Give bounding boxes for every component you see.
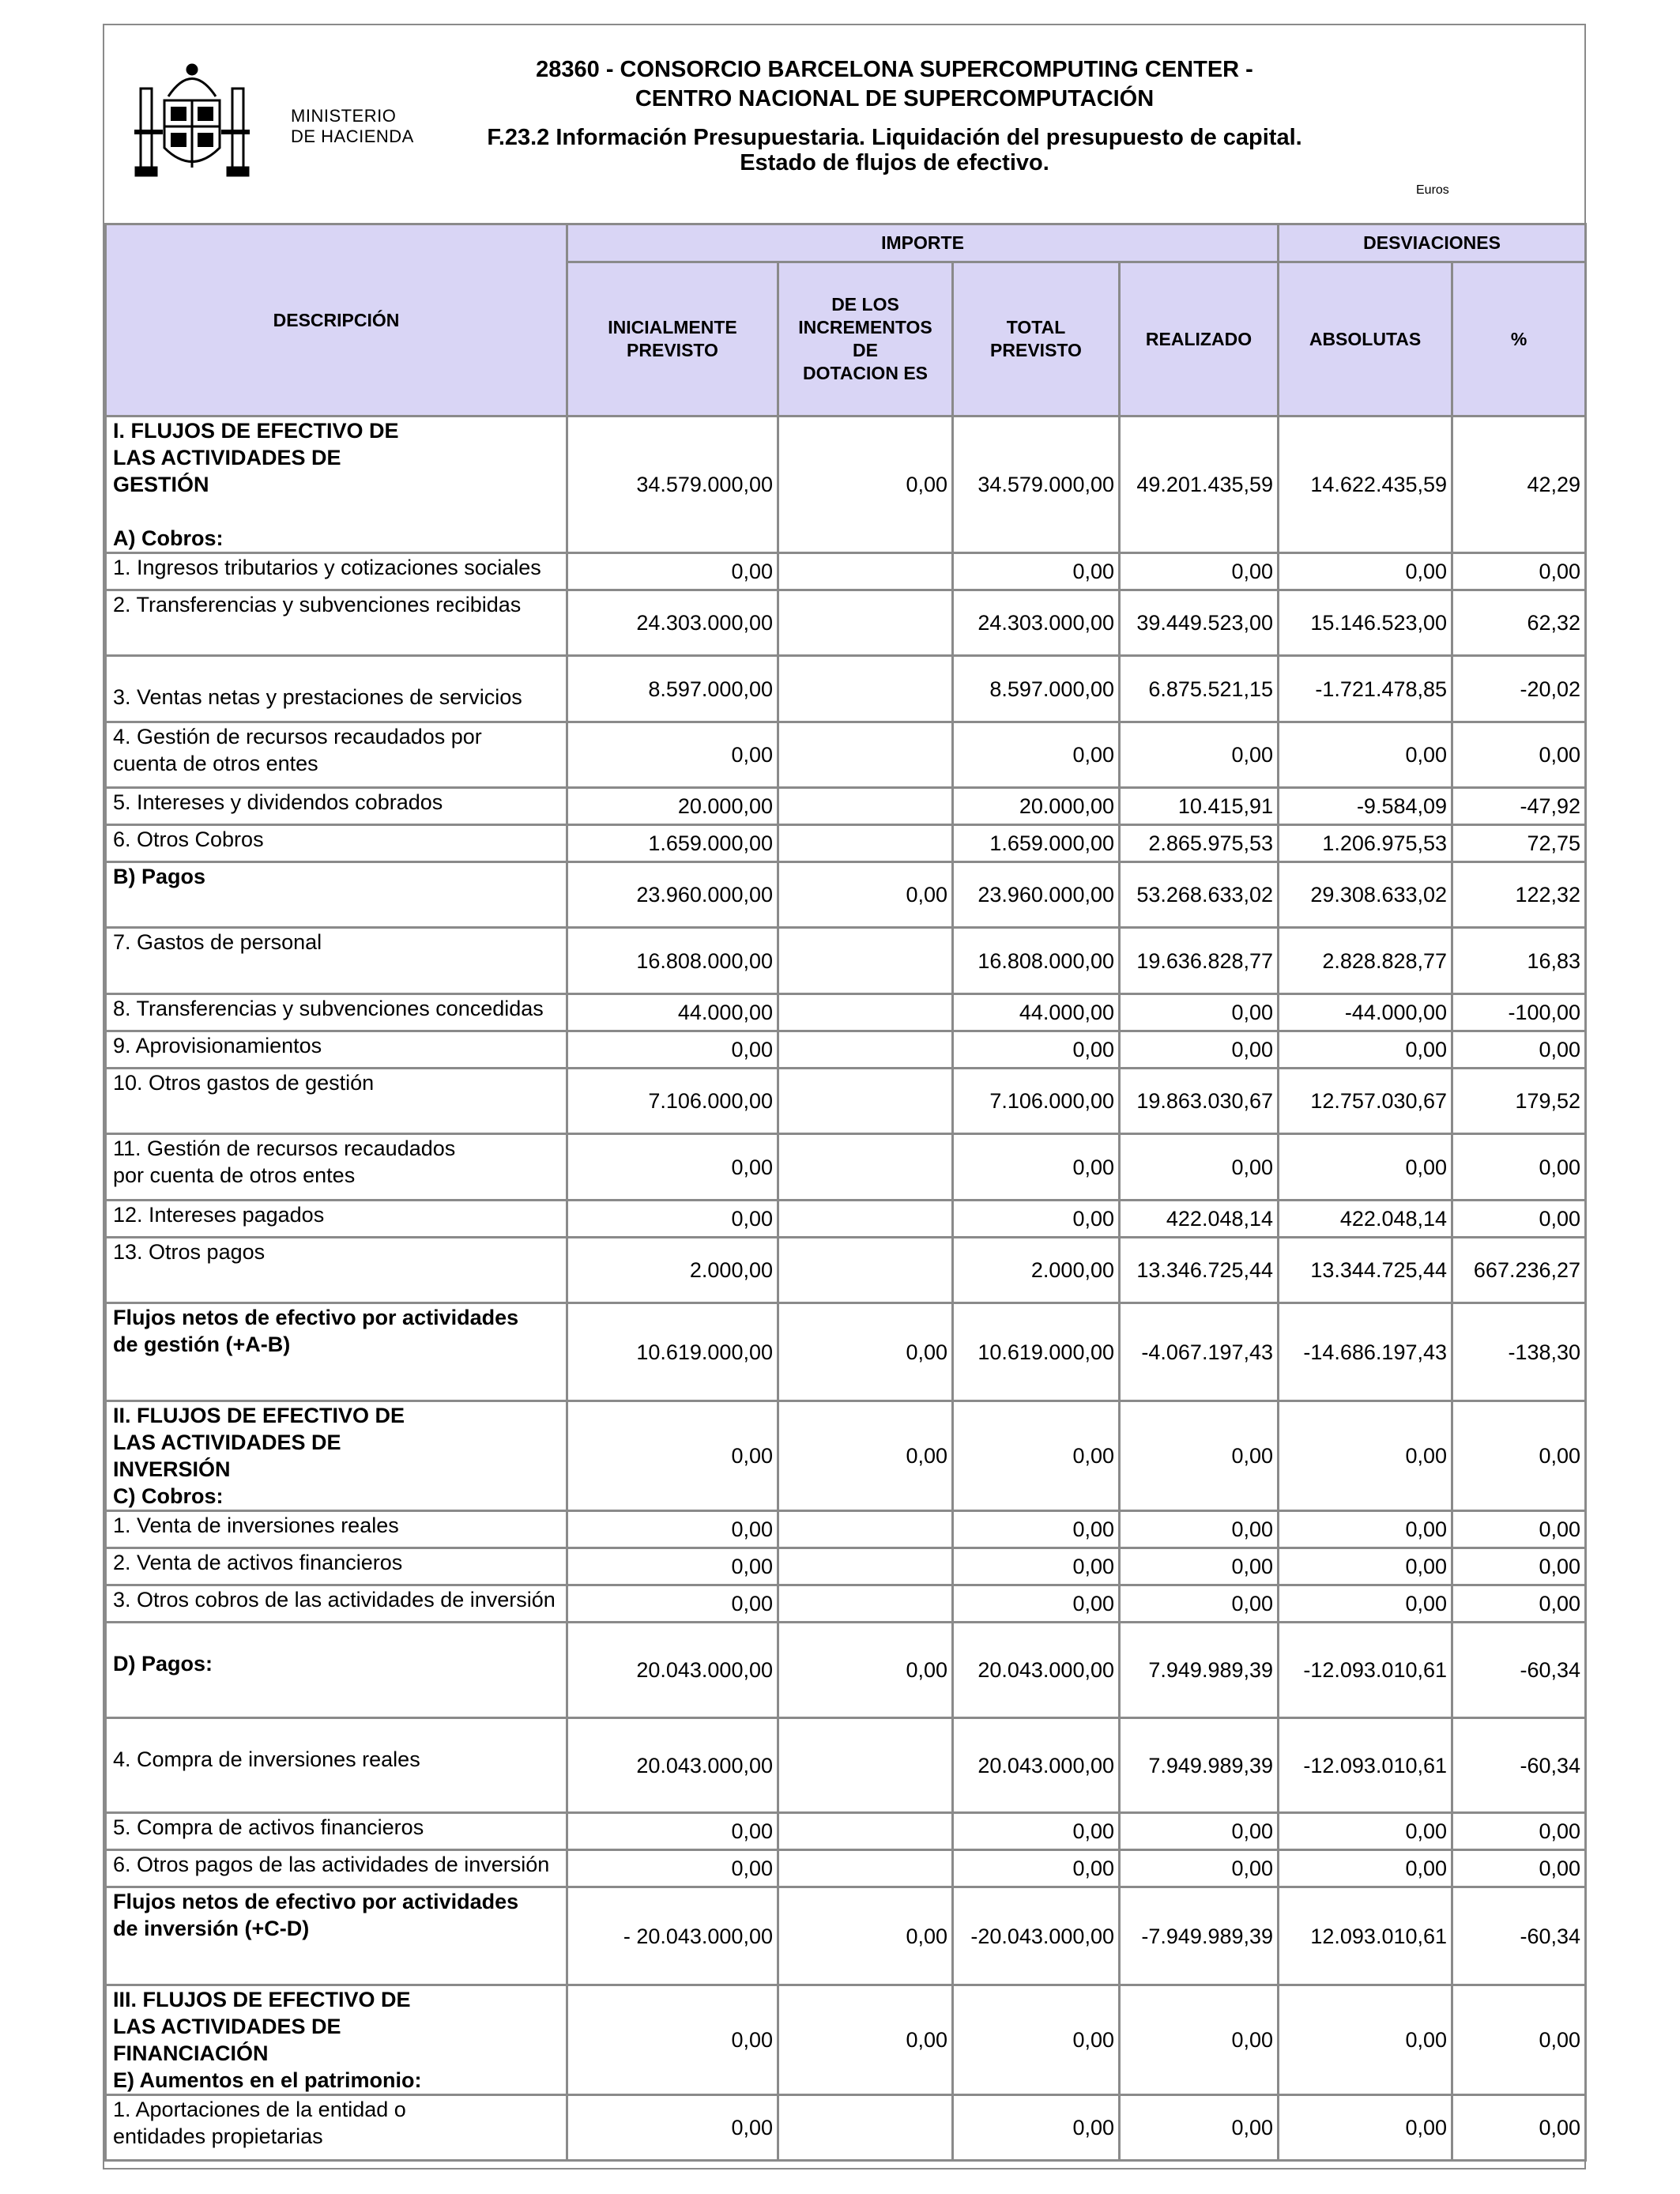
cell-ini: 0,00 [567,1850,778,1887]
cell-inc [778,825,953,862]
row-description [106,1303,567,1401]
cell-pct: 0,00 [1452,1548,1586,1585]
currency-label: Euros [1416,183,1449,197]
cell-pct: -60,34 [1452,1623,1586,1718]
cell-pct: 0,00 [1452,1585,1586,1623]
description-line: 3. Ventas netas y prestaciones de servicios [113,685,522,709]
cell-rea: 0,00 [1120,1031,1279,1069]
cell-tot: 20.043.000,00 [953,1718,1120,1813]
cell-pct: 122,32 [1452,862,1586,928]
description-line: entidades propietarias [113,2124,323,2148]
description-line: GESTIÓN [113,473,209,496]
cell-tot: 16.808.000,00 [953,928,1120,994]
table-row [106,1585,1586,1623]
row-description [106,1069,567,1134]
cell-abs: 13.344.725,44 [1279,1238,1452,1303]
description-line [113,498,561,525]
cell-inc: 0,00 [778,862,953,928]
cash-flow-table [104,223,1587,2162]
cell-pct: 0,00 [1452,1401,1586,1511]
cell-pct: 72,75 [1452,825,1586,862]
col-realizado: REALIZADO [1120,262,1279,417]
description-line: Flujos netos de efectivo por actividades [113,1890,519,1913]
table-row [106,2095,1586,2161]
row-description [106,1718,567,1813]
cell-abs: 0,00 [1279,1585,1452,1623]
cell-rea: 19.863.030,67 [1120,1069,1279,1134]
cell-pct: -60,34 [1452,1718,1586,1813]
cell-inc [778,1134,953,1201]
row-description [106,656,567,722]
cell-pct: -20,02 [1452,656,1586,722]
description-line: LAS ACTIVIDADES DE [113,2015,341,2038]
cell-ini: 2.000,00 [567,1238,778,1303]
description-line: 3. Otros cobros de las actividades de inversión [113,1588,556,1612]
cell-inc [778,2095,953,2161]
row-description [106,417,567,553]
row-description [106,1548,567,1585]
cell-pct: 0,00 [1452,2095,1586,2161]
cell-rea: 0,00 [1120,1511,1279,1548]
cell-pct: 0,00 [1452,722,1586,788]
cell-rea: 7.949.989,39 [1120,1718,1279,1813]
description-line: LAS ACTIVIDADES DE [113,446,341,469]
table-row [106,417,1586,553]
cell-pct: 0,00 [1452,1511,1586,1548]
cell-abs: 0,00 [1279,1134,1452,1201]
description-line: I. FLUJOS DE EFECTIVO DE [113,419,399,443]
table-row [106,788,1586,825]
cell-tot: 34.579.000,00 [953,417,1120,553]
table-row [106,928,1586,994]
cell-rea: 422.048,14 [1120,1201,1279,1238]
cell-tot: 0,00 [953,1548,1120,1585]
table-row [106,825,1586,862]
description-line: 4. Gestión de recursos recaudados por [113,725,482,748]
cell-tot: 0,00 [953,1134,1120,1201]
col-inicialmente-previsto [567,262,778,417]
cell-abs: 14.622.435,59 [1279,417,1452,553]
cell-tot: 24.303.000,00 [953,590,1120,656]
description-line: LAS ACTIVIDADES DE [113,1431,341,1454]
cell-ini: 20.000,00 [567,788,778,825]
description-line: B) Pagos [113,865,206,888]
table-row [106,1511,1586,1548]
cell-ini: 0,00 [567,1813,778,1850]
cell-tot: 0,00 [953,2095,1120,2161]
cell-rea: 0,00 [1120,1850,1279,1887]
cell-rea: 0,00 [1120,1585,1279,1623]
table-row [106,862,1586,928]
cell-tot: 10.619.000,00 [953,1303,1120,1401]
cell-inc [778,722,953,788]
col-total-previsto [953,262,1120,417]
cell-pct: -138,30 [1452,1303,1586,1401]
cell-pct: 62,32 [1452,590,1586,656]
cell-pct: 42,29 [1452,417,1586,553]
cell-rea: 0,00 [1120,2095,1279,2161]
cell-ini: 44.000,00 [567,994,778,1031]
cell-ini: 24.303.000,00 [567,590,778,656]
cell-inc [778,1813,953,1850]
cell-abs: 1.206.975,53 [1279,825,1452,862]
cell-tot: 0,00 [953,1813,1120,1850]
col-inicial-line1: INICIALMENTE [608,317,737,337]
cell-abs: 2.828.828,77 [1279,928,1452,994]
row-description [106,1134,567,1201]
entity-title-line2: CENTRO NACIONAL DE SUPERCOMPUTACIÓN [635,86,1155,111]
description-line [113,657,561,684]
cell-pct: -47,92 [1452,788,1586,825]
row-description [106,1238,567,1303]
cell-inc [778,1201,953,1238]
cell-tot: 0,00 [953,1585,1120,1623]
col-incr-line3: DE [853,340,878,360]
cell-inc [778,1585,953,1623]
cell-tot: -20.043.000,00 [953,1887,1120,1985]
cell-abs: 0,00 [1279,1985,1452,2095]
report-subtitle-line2: Estado de flujos de efectivo. [740,150,1049,175]
cell-abs: 0,00 [1279,722,1452,788]
cell-ini: - 20.043.000,00 [567,1887,778,1985]
row-description [106,2095,567,2161]
row-description [106,1031,567,1069]
cell-rea: 13.346.725,44 [1120,1238,1279,1303]
row-description [106,928,567,994]
row-description [106,1511,567,1548]
col-porcentaje: % [1452,262,1586,417]
description-line: 1. Venta de inversiones reales [113,1514,399,1537]
row-description [106,1585,567,1623]
description-line: 8. Transferencias y subvenciones concedidas [113,997,544,1020]
row-description [106,553,567,590]
row-description [106,590,567,656]
cell-tot: 20.043.000,00 [953,1623,1120,1718]
cell-pct: 0,00 [1452,1201,1586,1238]
cell-rea: 39.449.523,00 [1120,590,1279,656]
cell-ini: 0,00 [567,1511,778,1548]
table-header [106,224,1586,417]
cell-tot: 2.000,00 [953,1238,1120,1303]
cell-abs: 0,00 [1279,1548,1452,1585]
cell-inc [778,656,953,722]
cell-abs: 0,00 [1279,1511,1452,1548]
description-line: 5. Intereses y dividendos cobrados [113,790,443,814]
cell-tot: 0,00 [953,553,1120,590]
cell-inc [778,1238,953,1303]
description-line: INVERSIÓN [113,1457,231,1481]
table-row [106,1069,1586,1134]
description-line: 13. Otros pagos [113,1240,266,1264]
table-row [106,1201,1586,1238]
description-line: 6. Otros Cobros [113,827,264,851]
description-line: 1. Aportaciones de la entidad o [113,2098,406,2121]
description-line [113,1719,561,1746]
row-description [106,1887,567,1985]
description-line: 4. Compra de inversiones reales [113,1747,420,1771]
cell-rea: 53.268.633,02 [1120,862,1279,928]
description-line: III. FLUJOS DE EFECTIVO DE [113,1988,411,2011]
cell-rea: 0,00 [1120,722,1279,788]
cell-tot: 0,00 [953,1985,1120,2095]
cell-tot: 7.106.000,00 [953,1069,1120,1134]
row-description [106,1985,567,2095]
cell-ini: 7.106.000,00 [567,1069,778,1134]
cell-tot: 23.960.000,00 [953,862,1120,928]
document-frame [103,24,1586,2169]
cell-rea: 49.201.435,59 [1120,417,1279,553]
cell-ini: 16.808.000,00 [567,928,778,994]
cell-rea: 19.636.828,77 [1120,928,1279,994]
description-line: FINANCIACIÓN [113,2041,269,2065]
cell-rea: 0,00 [1120,1813,1279,1850]
table-row [106,1548,1586,1585]
description-line: 2. Transferencias y subvenciones recibidas [113,593,522,616]
cell-abs: 15.146.523,00 [1279,590,1452,656]
table-row [106,1623,1586,1718]
col-total-line2: PREVISTO [990,340,1082,360]
cell-abs: 422.048,14 [1279,1201,1452,1238]
cell-pct: 0,00 [1452,1134,1586,1201]
cell-tot: 20.000,00 [953,788,1120,825]
col-incr-line1: DE LOS [831,294,899,315]
description-line: 6. Otros pagos de las actividades de inversión [113,1853,550,1876]
description-line: A) Cobros: [113,526,224,550]
col-total-line1: TOTAL [1006,317,1066,337]
report-subtitle-line1: F.23.2 Información Presupuestaria. Liquidación del presupuesto de capital. [487,125,1302,150]
description-line: cuenta de otros entes [113,752,318,775]
cell-inc [778,1511,953,1548]
cell-pct: 16,83 [1452,928,1586,994]
cell-ini: 1.659.000,00 [567,825,778,862]
cell-inc [778,994,953,1031]
cell-tot: 0,00 [953,1201,1120,1238]
cell-ini: 0,00 [567,1548,778,1585]
cell-tot: 1.659.000,00 [953,825,1120,862]
cell-abs: -12.093.010,61 [1279,1623,1452,1718]
cell-inc [778,1718,953,1813]
cell-tot: 0,00 [953,1401,1120,1511]
cell-ini: 10.619.000,00 [567,1303,778,1401]
cell-abs: -9.584,09 [1279,788,1452,825]
row-description [106,1623,567,1718]
cell-rea: 6.875.521,15 [1120,656,1279,722]
cell-pct: 0,00 [1452,1985,1586,2095]
cell-ini: 0,00 [567,553,778,590]
cell-abs: 0,00 [1279,1850,1452,1887]
cell-inc [778,1031,953,1069]
table-row [106,1303,1586,1401]
cell-ini: 20.043.000,00 [567,1623,778,1718]
description-line: C) Cobros: [113,1484,224,1508]
row-description [106,1850,567,1887]
cell-abs: 0,00 [1279,2095,1452,2161]
cell-inc [778,553,953,590]
col-group-desviaciones: DESVIACIONES [1279,224,1586,262]
description-line: 7. Gastos de personal [113,930,322,954]
table-row [106,1238,1586,1303]
row-description [106,1401,567,1511]
cell-pct: 0,00 [1452,553,1586,590]
description-line: Flujos netos de efectivo por actividades [113,1306,519,1329]
table-body [106,417,1586,2161]
cell-rea: 0,00 [1120,1548,1279,1585]
description-line: de inversión (+C-D) [113,1917,310,1940]
cell-abs: 0,00 [1279,1813,1452,1850]
description-line: E) Aumentos en el patrimonio: [113,2068,422,2092]
ministry-name-line2: DE HACIENDA [291,126,414,146]
description-line: 5. Compra de activos financieros [113,1815,424,1839]
description-line: por cuenta de otros entes [113,1163,356,1187]
table-row [106,1887,1586,1985]
cell-rea: 0,00 [1120,1134,1279,1201]
table-row [106,553,1586,590]
row-description [106,722,567,788]
cell-inc: 0,00 [778,1887,953,1985]
cell-abs: -44.000,00 [1279,994,1452,1031]
cell-tot: 0,00 [953,1031,1120,1069]
cell-rea: 0,00 [1120,553,1279,590]
description-line [113,1623,561,1650]
row-description [106,788,567,825]
cell-pct: 0,00 [1452,1031,1586,1069]
cell-inc [778,1069,953,1134]
description-line: 10. Otros gastos de gestión [113,1071,375,1095]
ministry-name-line1: MINISTERIO [291,106,397,126]
entity-title-line1: 28360 - CONSORCIO BARCELONA SUPERCOMPUTING CENTER - [536,57,1253,82]
col-incr-line4: DOTACION ES [802,363,929,383]
cell-pct: -100,00 [1452,994,1586,1031]
cell-ini: 23.960.000,00 [567,862,778,928]
description-line: 9. Aprovisionamientos [113,1034,322,1057]
table-row [106,1401,1586,1511]
cell-ini: 8.597.000,00 [567,656,778,722]
cell-ini: 34.579.000,00 [567,417,778,553]
cell-inc: 0,00 [778,1303,953,1401]
cell-rea: 7.949.989,39 [1120,1623,1279,1718]
cell-ini: 0,00 [567,1401,778,1511]
description-line: II. FLUJOS DE EFECTIVO DE [113,1404,405,1427]
cell-rea: 0,00 [1120,1401,1279,1511]
cell-pct: 0,00 [1452,1813,1586,1850]
table-row [106,656,1586,722]
table-row [106,1813,1586,1850]
cell-ini: 0,00 [567,1585,778,1623]
cell-abs: 0,00 [1279,1401,1452,1511]
coat-of-arms-icon [133,57,251,183]
col-group-importe: IMPORTE [567,224,1279,262]
row-description [106,862,567,928]
description-line: 12. Intereses pagados [113,1203,325,1227]
cell-rea: 10.415,91 [1120,788,1279,825]
row-description [106,825,567,862]
description-line: 11. Gestión de recursos recaudados [113,1137,456,1160]
col-inicial-line2: PREVISTO [627,340,718,360]
cell-inc [778,788,953,825]
cell-rea: 0,00 [1120,994,1279,1031]
cell-ini: 0,00 [567,2095,778,2161]
description-line: D) Pagos: [113,1652,213,1676]
cell-abs: -14.686.197,43 [1279,1303,1452,1401]
cell-rea: 2.865.975,53 [1120,825,1279,862]
cell-rea: -7.949.989,39 [1120,1887,1279,1985]
cell-ini: 0,00 [567,722,778,788]
cell-inc [778,590,953,656]
report-header [104,25,1584,223]
cell-ini: 0,00 [567,1985,778,2095]
cell-inc: 0,00 [778,1985,953,2095]
cell-abs: 0,00 [1279,553,1452,590]
table-row [106,722,1586,788]
cell-abs: -1.721.478,85 [1279,656,1452,722]
cell-rea: 0,00 [1120,1985,1279,2095]
cell-inc: 0,00 [778,417,953,553]
cell-tot: 0,00 [953,1850,1120,1887]
cell-ini: 0,00 [567,1134,778,1201]
row-description [106,994,567,1031]
cell-abs: 12.757.030,67 [1279,1069,1452,1134]
cell-abs: 0,00 [1279,1031,1452,1069]
cell-pct: 179,52 [1452,1069,1586,1134]
description-line: 2. Venta de activos financieros [113,1551,403,1574]
cell-inc: 0,00 [778,1623,953,1718]
cell-inc [778,1850,953,1887]
cell-ini: 0,00 [567,1031,778,1069]
cell-abs: -12.093.010,61 [1279,1718,1452,1813]
col-incrementos [778,262,953,417]
table-row [106,1031,1586,1069]
col-absolutas: ABSOLUTAS [1279,262,1452,417]
description-line: de gestión (+A-B) [113,1333,291,1356]
table-row [106,1850,1586,1887]
cell-inc [778,928,953,994]
description-line: 1. Ingresos tributarios y cotizaciones sociales [113,556,541,579]
cell-ini: 20.043.000,00 [567,1718,778,1813]
col-incr-line2: INCREMENTOS [798,317,932,337]
cell-abs: 29.308.633,02 [1279,862,1452,928]
col-descripcion: DESCRIPCIÓN [106,224,567,417]
cell-pct: -60,34 [1452,1887,1586,1985]
table-row [106,590,1586,656]
cell-rea: -4.067.197,43 [1120,1303,1279,1401]
row-description [106,1813,567,1850]
cell-inc [778,1548,953,1585]
cell-inc: 0,00 [778,1401,953,1511]
table-row [106,1718,1586,1813]
table-row [106,1985,1586,2095]
cell-tot: 0,00 [953,722,1120,788]
table-row [106,994,1586,1031]
cell-tot: 44.000,00 [953,994,1120,1031]
cell-tot: 8.597.000,00 [953,656,1120,722]
table-row [106,1134,1586,1201]
cell-tot: 0,00 [953,1511,1120,1548]
row-description [106,1201,567,1238]
cell-ini: 0,00 [567,1201,778,1238]
cell-pct: 0,00 [1452,1850,1586,1887]
cell-pct: 667.236,27 [1452,1238,1586,1303]
cell-abs: 12.093.010,61 [1279,1887,1452,1985]
